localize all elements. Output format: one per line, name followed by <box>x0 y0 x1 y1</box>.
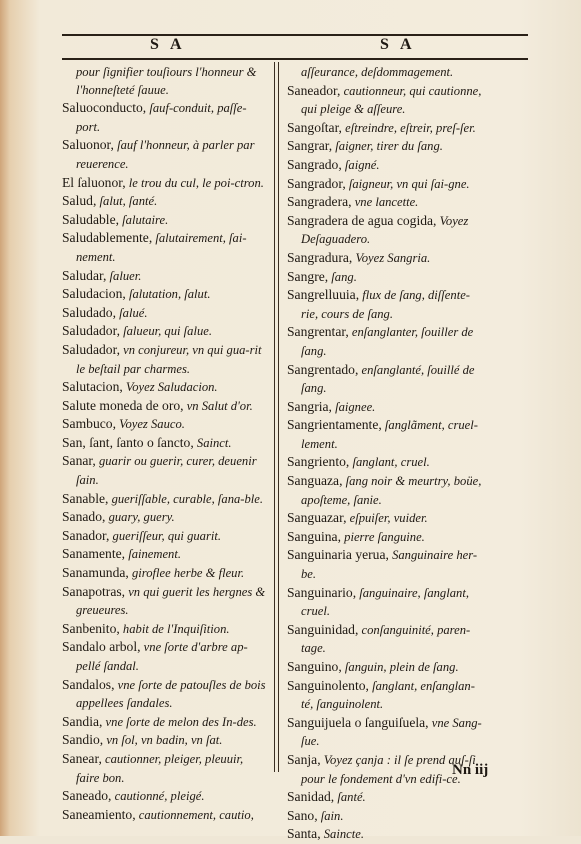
entry-definition: Saincte. <box>320 827 364 842</box>
dictionary-entry <box>62 545 266 564</box>
entry-headword: Sandia, <box>62 713 103 729</box>
entry-headword: Sangrentado, <box>287 361 359 377</box>
dictionary-entry <box>62 304 266 323</box>
entry-definition: cautionneur, qui cautionne, qui pleige & aſſeure. <box>301 83 482 117</box>
dictionary-entry <box>62 397 266 416</box>
entry-definition: ſalutaire. <box>119 212 169 227</box>
entry-definition: vne ſorte d'arbre ap-pellé ſandal. <box>76 640 248 673</box>
entry-definition: ſainement. <box>125 547 182 562</box>
dictionary-entry <box>62 136 266 173</box>
entry-definition: flux de ſang, diſſente-rie, cours de ſang. <box>301 288 470 321</box>
running-header <box>62 34 528 62</box>
entry-definition: ſalut, ſanté. <box>96 194 158 209</box>
entry-headword: San, ſant, ſanto o ſancto, <box>62 434 194 450</box>
entry-definition: guarir ou guerir, curer, deuenir ſain. <box>76 454 257 488</box>
dictionary-entry <box>62 99 266 136</box>
entry-headword: Saneador, <box>287 82 341 98</box>
entry-definition: vn ſol, vn badin, vn ſat. <box>103 733 223 748</box>
entry-definition: habit de l'Inquiſition. <box>119 621 230 636</box>
entry-headword: Salud, <box>62 193 97 209</box>
entry-headword: Sangrador, <box>287 175 346 191</box>
entry-headword: Sangre, <box>287 268 329 284</box>
entry-definition: ſauf l'honneur, à parler par reuerence. <box>76 138 255 171</box>
dictionary-entry <box>62 731 266 750</box>
dictionary-entry <box>287 286 487 323</box>
dictionary-entry <box>62 564 266 583</box>
entry-headword: Sanguijuela o ſanguiſuela, <box>287 714 429 730</box>
entry-definition: vne Sang-ſue. <box>301 715 482 749</box>
entry-headword: Sanguaza, <box>287 473 343 489</box>
entry-headword: Sangoſtar, <box>287 119 342 135</box>
entry-headword: Saluonor, <box>62 137 114 153</box>
entry-headword: Sanidad, <box>287 789 335 805</box>
entry-headword: Saneamiento, <box>62 806 136 822</box>
entry-headword: Sanguinario, <box>287 584 357 600</box>
entry-definition: vne ſorte de melon des In-des. <box>102 714 257 729</box>
dictionary-entry <box>62 192 266 211</box>
entry-definition: ſauf-conduit, paſſe-port. <box>76 101 247 134</box>
header-right-label: S A <box>380 36 416 53</box>
entry-definition: ſalueur, qui ſalue. <box>119 324 212 339</box>
entry-headword: Sanable, <box>62 490 109 506</box>
entry-definition: Voyez Sauco. <box>116 417 185 432</box>
dictionary-entry <box>287 453 487 472</box>
entry-headword: El ſaluonor, <box>62 174 126 190</box>
dictionary-entry <box>287 249 487 268</box>
entry-definition: ſang noir & meurtry, boüe, apoſteme, ſanie. <box>301 474 482 507</box>
entry-headword: Sangriento, <box>287 454 350 470</box>
entry-headword: Sanguinolento, <box>287 677 369 693</box>
dictionary-entry <box>62 434 266 453</box>
dictionary-entry <box>62 583 266 620</box>
entry-definition: vn qui guerit les hergnes & greueures. <box>76 584 266 618</box>
dictionary-entry <box>287 137 487 156</box>
dictionary-entry <box>287 323 487 360</box>
entry-headword: Sanguazar, <box>287 510 347 526</box>
dictionary-entry <box>287 361 487 398</box>
column-divider-inner <box>278 62 279 772</box>
dictionary-entry <box>62 285 266 304</box>
header-rule-bottom <box>62 58 528 60</box>
entry-definition: ſaigné. <box>341 157 380 172</box>
left-continuation: pour ſignifier touſiours l'honneur & l'honneſteté ſauue. <box>76 65 257 97</box>
entry-headword: Sanguinidad, <box>287 621 359 637</box>
entry-headword: Saludado, <box>62 304 116 320</box>
entry-definition: enſanglanté, ſouillé de ſang. <box>301 362 475 396</box>
entry-headword: Sanapotras, <box>62 583 126 599</box>
dictionary-entry <box>287 528 487 547</box>
entry-headword: Sanja, <box>287 751 321 767</box>
dictionary-entry <box>287 658 487 677</box>
dictionary-entry <box>62 787 266 806</box>
dictionary-entry <box>62 452 266 489</box>
entry-definition: ſaluer. <box>106 268 142 283</box>
entry-definition: ſanguin, plein de ſang. <box>341 660 459 674</box>
entry-definition: ſalutation, ſalut. <box>125 287 211 302</box>
entry-definition: ſalutairement, ſai-nement. <box>76 231 247 264</box>
entry-headword: Sanear, <box>62 750 102 766</box>
entry-headword: Sandalos, <box>62 676 115 692</box>
entry-headword: Santa, <box>287 826 321 842</box>
dictionary-entry <box>62 620 266 639</box>
dictionary-entry <box>287 82 487 119</box>
entry-headword: Sangrientamente, <box>287 417 382 433</box>
dictionary-entry <box>62 527 266 546</box>
entry-headword: Sanguinaria yerua, <box>287 547 389 563</box>
dictionary-entry <box>62 267 266 286</box>
entry-definition: ſaignee. <box>331 399 376 414</box>
entry-headword: Saludador, <box>62 323 120 339</box>
dictionary-entry <box>287 156 487 175</box>
dictionary-entry <box>62 713 266 732</box>
dictionary-entry <box>287 193 487 212</box>
entry-headword: Sanar, <box>62 453 96 469</box>
entry-definition: le trou du cul, le poi-ctron. <box>125 175 264 190</box>
entry-definition: ſain. <box>317 808 344 823</box>
entry-definition: giroflee herbe & fleur. <box>128 566 245 581</box>
header-left-label: S A <box>150 36 186 53</box>
dictionary-entry <box>287 175 487 194</box>
dictionary-entry <box>287 621 487 658</box>
entry-headword: Sangrado, <box>287 156 342 172</box>
dictionary-entry <box>287 119 487 138</box>
dictionary-entry <box>62 676 266 713</box>
dictionary-entry <box>62 211 266 230</box>
entry-headword: Sanado, <box>62 509 106 525</box>
entry-definition: vn Salut d'or. <box>183 398 253 413</box>
entry-definition: pierre ſanguine. <box>341 529 425 544</box>
dictionary-entry <box>62 750 266 787</box>
entry-definition: Sanguinaire her-be. <box>301 548 478 582</box>
column-divider <box>274 62 275 772</box>
dictionary-entry <box>287 398 487 417</box>
dictionary-entry <box>62 806 266 825</box>
signature-mark: Nn iij <box>452 762 489 778</box>
dictionary-entry <box>62 322 266 341</box>
left-column <box>62 64 266 824</box>
right-column <box>287 64 487 844</box>
entry-definition: cautionné, pleigé. <box>111 789 205 804</box>
entry-definition: ſalué. <box>116 305 148 320</box>
dictionary-entry <box>287 546 487 583</box>
dictionary-entry <box>62 415 266 434</box>
dictionary-entry <box>287 677 487 714</box>
entry-definition: gueriſſable, curable, ſana-ble. <box>108 491 264 506</box>
dictionary-entry <box>287 584 487 621</box>
entry-headword: Sangradura, <box>287 249 353 265</box>
entry-headword: Sanador, <box>62 527 110 543</box>
dictionary-entry <box>62 229 266 266</box>
entry-headword: Saludador, <box>62 341 120 357</box>
entry-definition: ſaigner, tirer du ſang. <box>332 139 443 154</box>
entry-definition: ſanglant, enſanglan-té, ſanguinolent. <box>301 678 475 712</box>
entry-headword: Sanamunda, <box>62 565 129 581</box>
dictionary-entry <box>287 472 487 509</box>
entry-definition: conſanguinité, paren-tage. <box>301 622 471 656</box>
dictionary-entry <box>287 268 487 287</box>
entry-definition: ſanguinaire, ſanglant, cruel. <box>301 585 469 619</box>
entry-definition: Voyez Deſaguadero. <box>301 213 469 247</box>
dictionary-entry <box>287 509 487 528</box>
entry-headword: Sanbenito, <box>62 620 120 636</box>
dictionary-entry <box>287 714 487 751</box>
dictionary-entry <box>62 174 266 193</box>
entry-headword: Sandalo arbol, <box>62 639 141 655</box>
entry-headword: Sanguina, <box>287 528 341 544</box>
entry-definition: cautionnement, cautio, <box>135 807 254 822</box>
entry-headword: Sambuco, <box>62 416 116 432</box>
entry-definition: vne lancette. <box>351 195 419 210</box>
entry-definition: ſang. <box>328 269 357 284</box>
entry-definition: Voyez Sangria. <box>352 250 431 265</box>
entry-definition: guary, guery. <box>105 510 175 525</box>
dictionary-entry <box>62 378 266 397</box>
entry-definition: Voyez Saludacion. <box>122 380 218 395</box>
entry-definition: ſanglãment, cruel-lement. <box>301 418 478 451</box>
entry-definition: cautionner, pleiger, pleuuir, faire bon. <box>76 751 244 785</box>
entry-headword: Saludablemente, <box>62 230 153 246</box>
entry-headword: Sanamente, <box>62 546 126 562</box>
entry-headword: Sangrelluuia, <box>287 287 360 303</box>
dictionary-entry <box>62 341 266 378</box>
dictionary-entry <box>287 788 487 807</box>
entry-definition: enſanglanter, ſouiller de ſang. <box>301 325 474 358</box>
entry-definition: Voyez çanja : il ſe prend auſ-ſi pour le fondement d'vn edifi-ce. <box>301 752 476 786</box>
entry-headword: Saludacion, <box>62 286 126 302</box>
entry-headword: Sangradera de agua cogida, <box>287 212 437 228</box>
entry-definition: vn conjureur, vn qui gua-rit le beſtail par charmes. <box>76 342 262 376</box>
entry-headword: Saludar, <box>62 267 107 283</box>
header-rule-top <box>62 34 528 36</box>
entry-headword: Sangrar, <box>287 138 333 154</box>
dictionary-entry <box>62 490 266 509</box>
entry-headword: Sangria, <box>287 398 332 414</box>
entry-headword: Saluoconducto, <box>62 100 147 116</box>
dictionary-entry <box>62 638 266 675</box>
entry-definition: Sainct. <box>193 435 232 450</box>
dictionary-entry <box>287 212 487 249</box>
dictionary-entry <box>287 807 487 826</box>
dictionary-entry <box>287 825 487 844</box>
entry-headword: Saludable, <box>62 211 120 227</box>
entry-headword: Saneado, <box>62 788 112 804</box>
entry-headword: Sangradera, <box>287 194 352 210</box>
dictionary-entry <box>287 416 487 453</box>
right-continuation: aſſeurance, deſdommagement. <box>301 65 454 79</box>
entry-definition: eſpuiſer, vuider. <box>346 511 428 526</box>
entry-headword: Salute moneda de oro, <box>62 397 184 413</box>
entry-definition: eſtreindre, eſtreir, preſ-ſer. <box>341 120 476 135</box>
entry-definition: ſanglant, cruel. <box>349 455 430 470</box>
entry-headword: Sano, <box>287 807 318 823</box>
entry-headword: Sandio, <box>62 732 104 748</box>
entry-definition: gueriſſeur, qui guarit. <box>109 528 222 543</box>
entry-headword: Sanguino, <box>287 659 342 674</box>
entry-headword: Sangrentar, <box>287 324 349 340</box>
dictionary-entry <box>62 508 266 527</box>
entry-definition: vne ſorte de patouſles de bois appellees ſandales. <box>76 677 266 711</box>
entry-headword: Salutacion, <box>62 379 123 395</box>
entry-definition: ſaigneur, vn qui ſai-gne. <box>345 176 470 191</box>
entry-definition: ſanté. <box>334 790 366 805</box>
